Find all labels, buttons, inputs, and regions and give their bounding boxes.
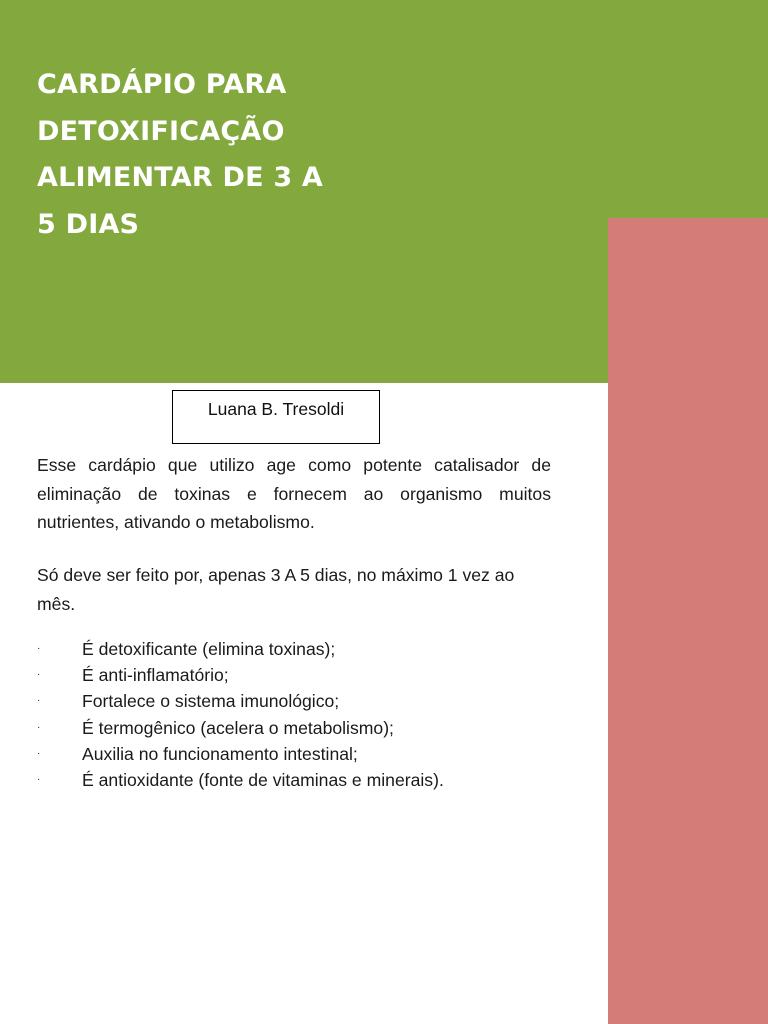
duration-note: Só deve ser feito por, apenas 3 A 5 dias, no máximo 1 vez ao mês. <box>37 565 515 614</box>
title-line: CARDÁPIO PARA <box>37 69 287 100</box>
author-box <box>172 390 380 444</box>
list-item <box>37 767 577 793</box>
list-item-text: É anti-inflamatório; <box>82 665 229 686</box>
title-line: ALIMENTAR DE 3 A <box>37 162 324 193</box>
intro-paragraph: Esse cardápio que utilizo age como potente catalisador de eliminação de toxinas e fornecem ao organismo muitos nutrientes, ativando o metabolismo. <box>37 455 551 532</box>
list-item <box>37 741 577 767</box>
bullet-icon: · <box>37 643 41 654</box>
title-line: DETOXIFICAÇÃO <box>37 115 285 147</box>
list-item-text: É termogênico (acelera o metabolismo); <box>82 717 394 738</box>
bullet-icon: · <box>37 721 41 733</box>
bullet-icon: · <box>37 695 41 707</box>
list-item <box>37 636 577 662</box>
author-name: Luana B. Tresoldi <box>207 399 345 419</box>
list-item <box>37 715 577 741</box>
decorative-side-bar <box>608 218 768 1024</box>
list-item-text: Fortalece o sistema imunológico; <box>82 691 340 712</box>
bullet-icon: · <box>37 747 41 759</box>
list-item <box>37 688 577 714</box>
title-line: 5 DIAS <box>37 208 140 240</box>
list-item-text: É antioxidante (fonte de vitaminas e minerais). <box>82 770 444 791</box>
bullet-icon: · <box>37 774 41 786</box>
list-item-text: É detoxificante (elimina toxinas); <box>82 639 336 659</box>
bullet-icon: · <box>37 669 41 681</box>
list-item-text: Auxilia no funcionamento intestinal; <box>82 743 358 764</box>
document-title <box>37 62 457 248</box>
benefits-list <box>37 636 577 793</box>
list-item <box>37 662 577 688</box>
